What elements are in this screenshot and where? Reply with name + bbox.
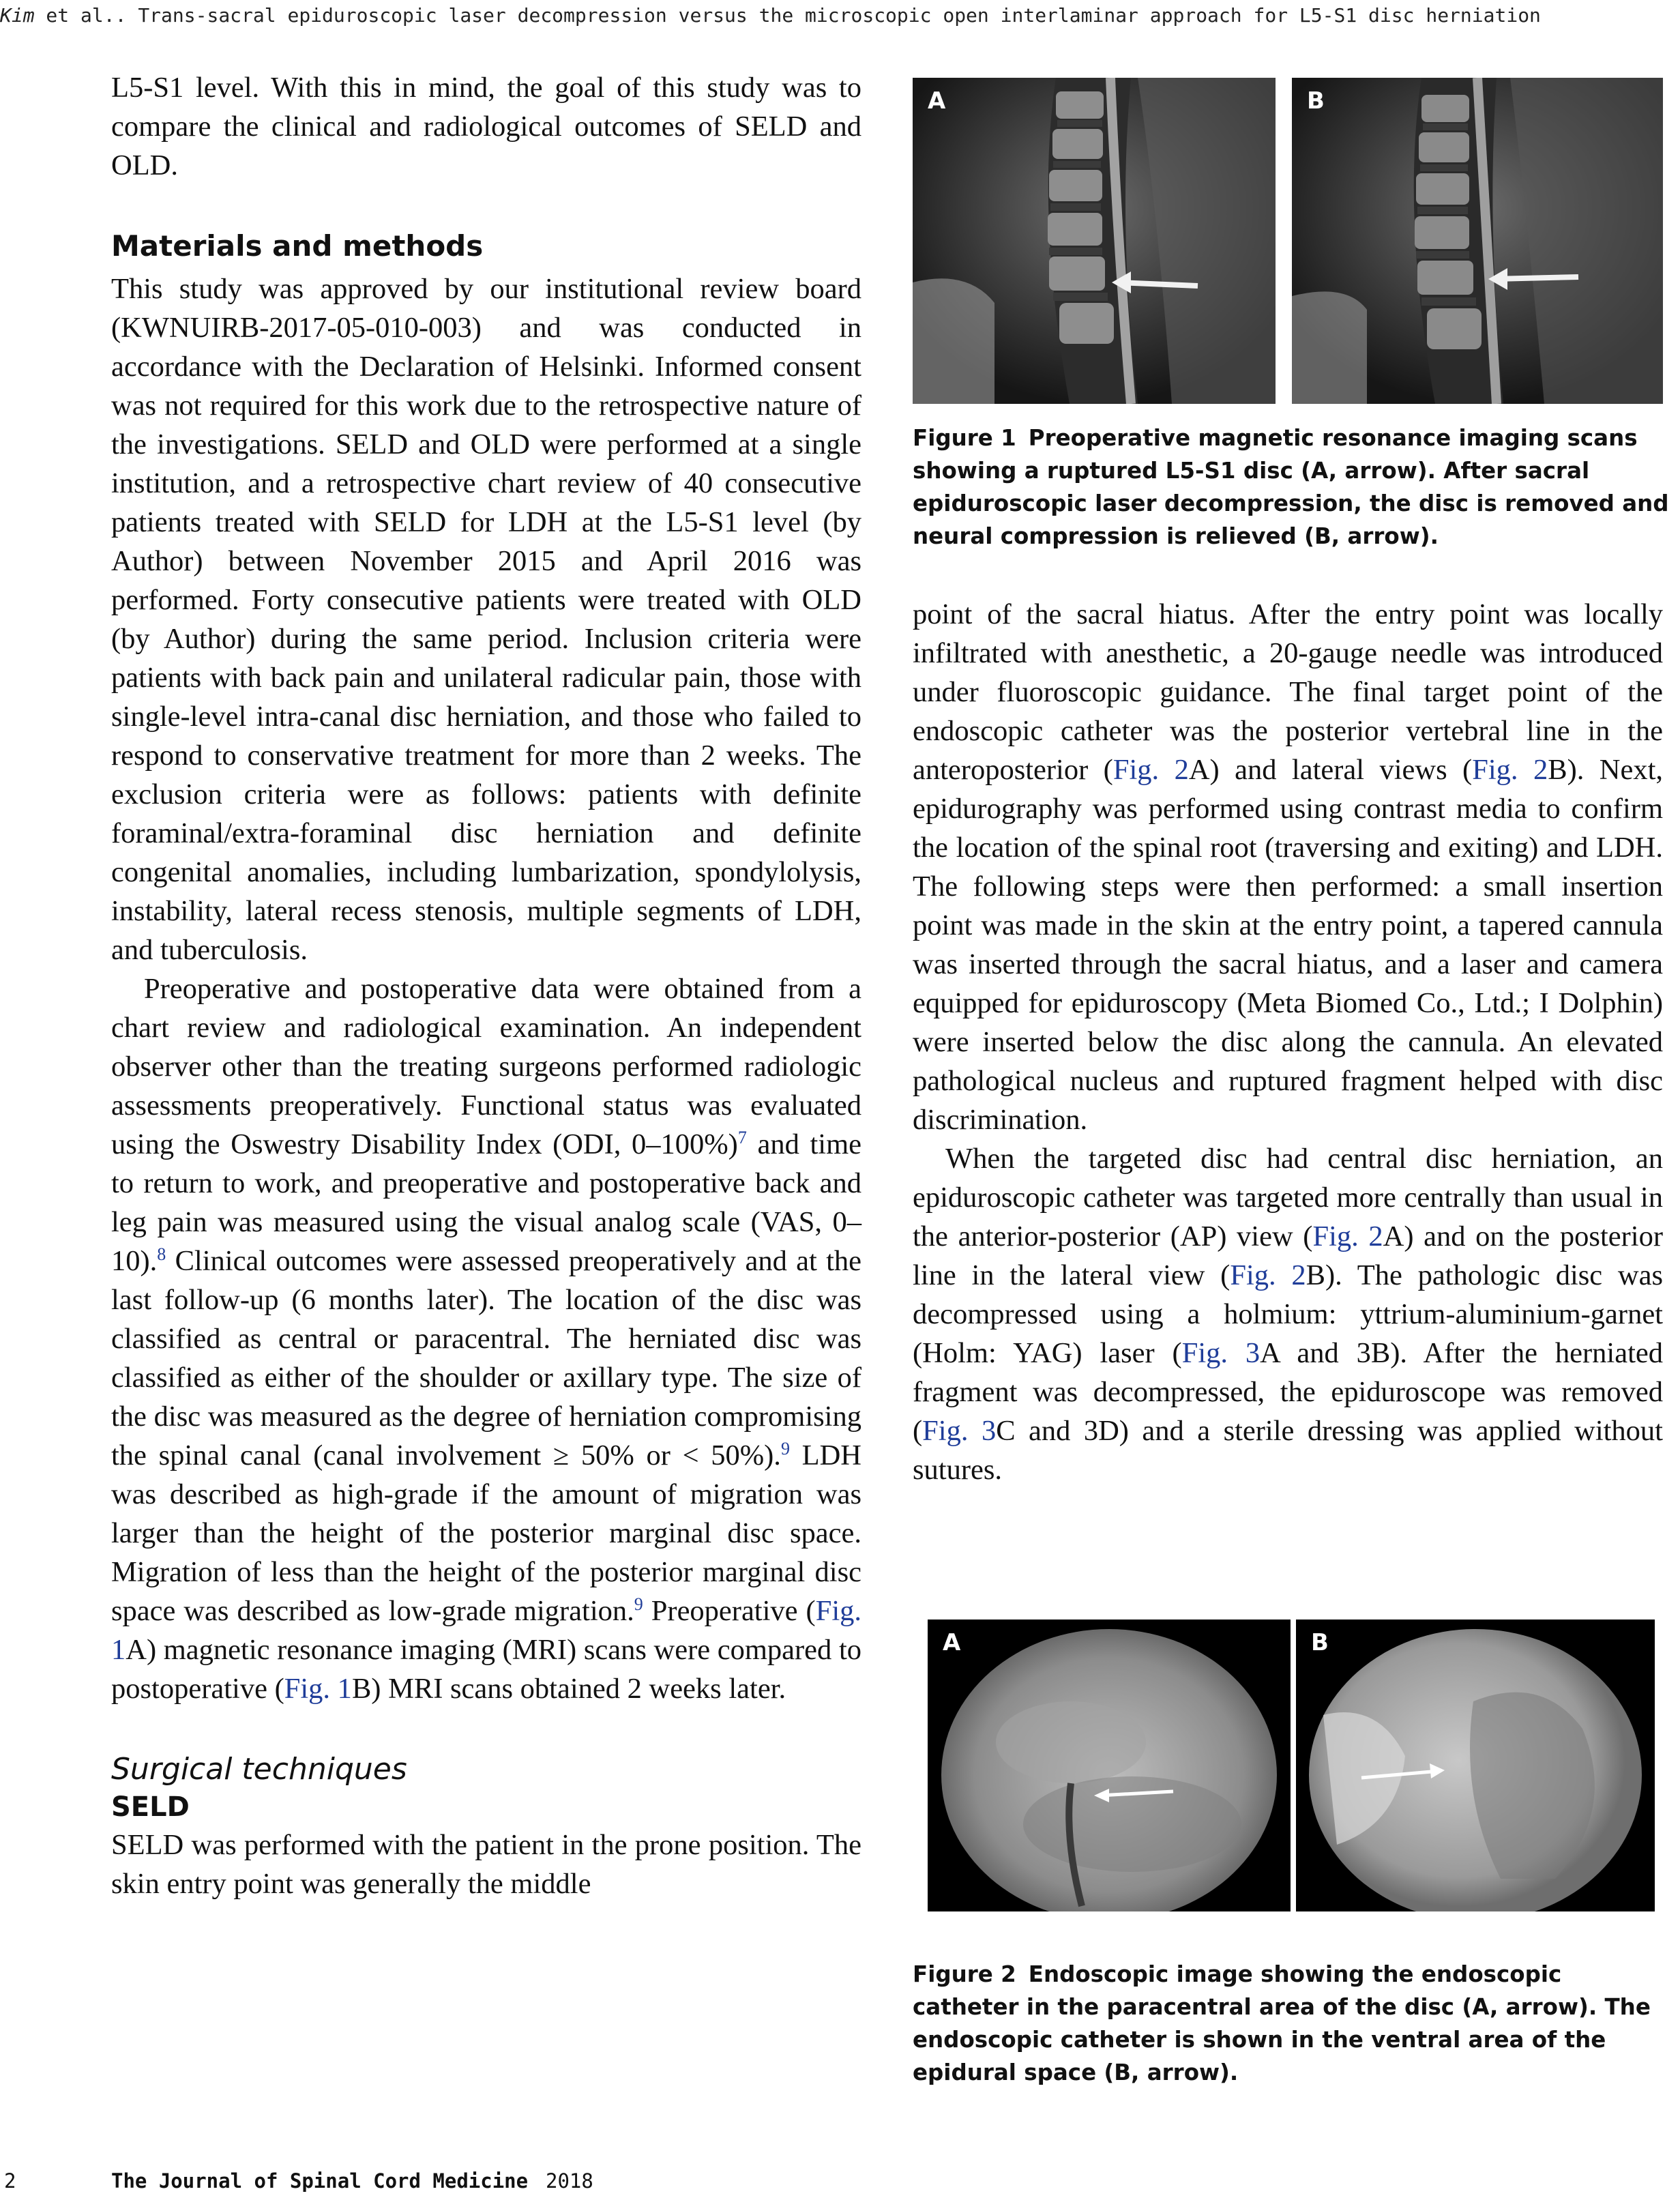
publication-year: 2018 bbox=[546, 2169, 593, 2193]
figure-2-link[interactable]: Fig. 2 bbox=[1472, 754, 1548, 786]
text-run: B) MRI scans obtained 2 weeks later. bbox=[351, 1673, 786, 1705]
mri-panel-b bbox=[1292, 78, 1663, 404]
figure-3-link[interactable]: Fig. 3 bbox=[1181, 1337, 1261, 1369]
fluoro-panel-b bbox=[1296, 1620, 1655, 1911]
methods-paragraph-2 bbox=[111, 969, 861, 1708]
mri-panel-a bbox=[913, 78, 1276, 404]
citation-9[interactable]: 9 bbox=[634, 1594, 643, 1614]
text-run: Preoperative and postoperative data were obtained from a chart review and radiological examination. An independent observer other than the treating surgeons performed radiologic assessments preoperatively. Functional status was evaluated using the Oswestry Disability Index (ODI, 0–100%) bbox=[111, 973, 861, 1160]
fluoro-image-a bbox=[928, 1620, 1291, 1911]
citation-8[interactable]: 8 bbox=[157, 1244, 166, 1264]
figure-1-caption-text: Preoperative magnetic resonance imaging scans showing a ruptured L5-S1 disc (A, arrow). After sacral epiduroscopic laser decompression, the disc is removed and neural compression is relieved (B, arrow). bbox=[913, 425, 1669, 549]
text-run: Preoperative ( bbox=[643, 1595, 816, 1627]
text-run: LDH was described as high-grade if the amount of migration was larger than the height of the posterior marginal disc space. Migration of less than the height of the posterior marginal disc space was described as low-grade migration. bbox=[111, 1439, 861, 1627]
panel-label-b: B bbox=[1311, 1629, 1329, 1656]
figure-3-link[interactable]: Fig. 3 bbox=[922, 1415, 997, 1447]
left-column bbox=[111, 68, 861, 1903]
fluoro-image-b bbox=[1296, 1620, 1655, 1911]
figure-2-caption-text: Endoscopic image showing the endoscopic catheter in the paracentral area of the disc (A, arrow). The endoscopic catheter is shown in the ventral area of the epidural space (B, arrow). bbox=[913, 1961, 1651, 2085]
text-run: When the targeted disc had central disc herniation, an epiduroscopic catheter was targeted more centrally than usual in the anterior-posterior (AP) view ( bbox=[913, 1143, 1663, 1252]
citation-9[interactable]: 9 bbox=[780, 1438, 790, 1459]
text-run: point of the sacral hiatus. After the entry point was locally infiltrated with anesthetic, a 20-gauge needle was introduced under fluoroscopic guidance. The final target point of the endoscopic catheter was the posterior vertebral line in the anteroposterior ( bbox=[913, 598, 1663, 786]
text-run: A) magnetic resonance imaging (MRI) scans were compared to postoperative ( bbox=[111, 1634, 861, 1705]
figure-2-link[interactable]: Fig. 2 bbox=[1230, 1259, 1306, 1291]
figure-2 bbox=[928, 1620, 1655, 1911]
figure-2-caption bbox=[913, 1958, 1670, 2089]
subsubsection-heading-seld: SELD bbox=[111, 1791, 190, 1823]
mri-image-a bbox=[913, 78, 1276, 404]
seld-paragraph: SELD was performed with the patient in the prone position. The skin entry point was generally the middle bbox=[111, 1829, 861, 1900]
citation-7[interactable]: 7 bbox=[737, 1127, 747, 1147]
panel-label-a: A bbox=[943, 1629, 961, 1656]
figure-1-caption bbox=[913, 422, 1670, 553]
panel-label-a: A bbox=[928, 87, 946, 115]
page-number: 2 bbox=[4, 2169, 16, 2193]
text-run: A) and lateral views ( bbox=[1188, 754, 1473, 786]
text-run: B). Next, epidurography was performed using contrast media to confirm the location of the spinal root (traversing and exiting) and LDH. The following steps were then performed: a small insertion point was made in the skin at the entry point, a tapered cannula was inserted through the sacral hiatus, and a laser and camera equipped for epiduroscopy (Meta Biomed Co., Ltd.; I Dolphin) were inserted below the disc along the cannula. An elevated pathological nucleus and ruptured fragment helped with disc discrimination. bbox=[913, 754, 1664, 1136]
subsection-heading-surgical-techniques: Surgical techniques bbox=[111, 1752, 407, 1787]
header-et-al: et al. bbox=[34, 4, 115, 27]
text-run: and time to return to work, and preoperative and postoperative back and leg pain was measured using the visual analog scale (VAS, 0–10). bbox=[111, 1128, 861, 1277]
text-run: C and 3D) and a sterile dressing was applied without sutures. bbox=[913, 1415, 1663, 1486]
text-run: A and 3B). After the herniated fragment was decompressed, the epiduroscope was removed ( bbox=[913, 1337, 1663, 1447]
figure-2-number: Figure 2 bbox=[913, 1961, 1016, 1987]
text-run: A) and on the posterior line in the lateral view ( bbox=[913, 1220, 1663, 1291]
figure-1-number: Figure 1 bbox=[913, 425, 1016, 451]
figure-2-link[interactable]: Fig. 2 bbox=[1312, 1220, 1383, 1252]
page-footer bbox=[0, 2169, 1680, 2197]
header-authors: Kim bbox=[0, 4, 35, 27]
intro-end-paragraph: L5-S1 level. With this in mind, the goal of this study was to compare the clinical and radiological outcomes of SELD and OLD. bbox=[111, 72, 861, 181]
figure-1 bbox=[913, 78, 1663, 404]
methods-paragraph-1: This study was approved by our institutional review board (KWNUIRB-2017-05-010-003) and was conducted in accordance with the Declaration of Helsinki. Informed consent was not required for this work due to the retrospective nature of the investigations. SELD and OLD were performed at a single institution, and a retrospective chart review of 40 consecutive patients treated with SELD for LDH at the L5-S1 level (by Author) between November 2015 and April 2016 was performed. Forty consecutive patients were treated with OLD (by Author) during the same period. Inclusion criteria were patients with back pain and unilateral radicular pain, those with single-level intra-canal disc herniation, and those who failed to respond to conservative treatment for more than 2 weeks. The exclusion criteria were as follows: patients with definite foraminal/extra-foraminal disc herniation and definite congenital anomalies, including lumbarization, spondylolysis, instability, lateral recess stenosis, multiple segments of LDH, and tuberculosis. bbox=[111, 273, 861, 966]
figure-1-link[interactable]: Fig. 1 bbox=[111, 1595, 862, 1666]
running-header: Kim et al.. Trans-sacral epiduroscopic laser decompression versus the microscopic open interlaminar approach for L5-S1 disc herniation bbox=[0, 4, 1541, 27]
figure-1-link[interactable]: Fig. 1 bbox=[284, 1673, 352, 1705]
fluoro-panel-a bbox=[928, 1620, 1291, 1911]
header-title: Trans-sacral epiduroscopic laser decompression versus the microscopic open interlaminar approach for L5-S1 disc herniation bbox=[138, 4, 1541, 27]
text-run: Clinical outcomes were assessed preoperatively and at the last follow-up (6 months later). The location of the disc was classified as central or paracentral. The herniated disc was classified as either of the shoulder or axillary type. The size of the disc was measured as the degree of herniation compromising the spinal canal (canal involvement ≥ 50% or < 50%). bbox=[111, 1245, 861, 1471]
journal-name: The Journal of Spinal Cord Medicine bbox=[111, 2169, 529, 2193]
text-run: B). The pathologic disc was decompressed using a holmium: yttrium-aluminium-garnet (Holm: YAG) laser ( bbox=[913, 1259, 1663, 1369]
section-heading-materials-methods: Materials and methods bbox=[111, 229, 484, 263]
mri-image-b bbox=[1292, 78, 1663, 404]
central-herniation-paragraph bbox=[913, 1139, 1663, 1489]
seld-continued-paragraph bbox=[913, 595, 1663, 1139]
figure-2-link[interactable]: Fig. 2 bbox=[1112, 754, 1189, 786]
right-column bbox=[913, 595, 1663, 1489]
panel-label-b: B bbox=[1307, 87, 1325, 115]
